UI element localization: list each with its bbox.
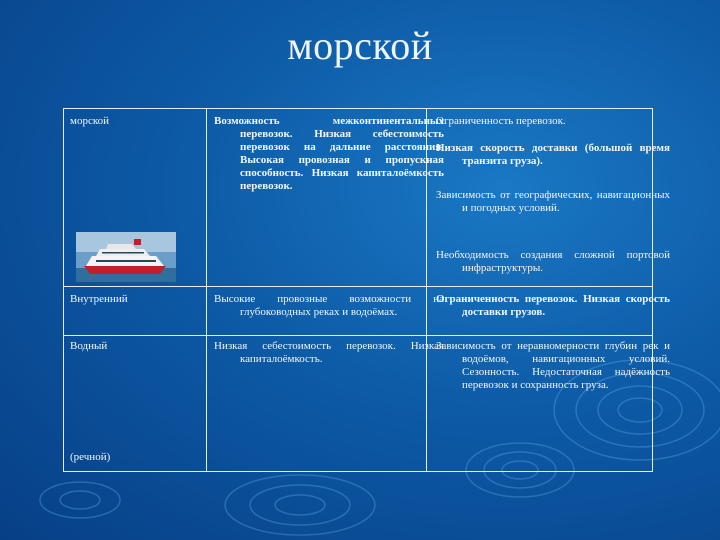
- slide-title: морской: [287, 23, 433, 68]
- row-divider: [64, 335, 652, 336]
- table-cell-limit: Низкая скорость доставки (большой время транзита груза).: [436, 142, 670, 167]
- table-cell-advantages: Возможность межконтинентальных перевозок. Низкая себестоимость перевозок на дальние расстояния. Высокая провозная и пропускная способность. Низкая капиталоёмкость перевозок.: [214, 115, 444, 192]
- table-cell-limit: Ограниченность перевозок. Низкая скорость доставки грузов.: [436, 293, 670, 318]
- table-cell-advantages: Высокие провозные возможности на глубоководных реках и водоёмах.: [214, 293, 444, 318]
- table-row-label: морской: [70, 115, 110, 127]
- table-row-label: Водный: [70, 340, 108, 352]
- row-divider: [64, 286, 652, 287]
- table-cell-limit: Зависимость от неравномерности глубин рек и водоёмов, навигационных условий. Сезонность. Недостаточная надёжность перевозок и сохранность груза.: [436, 340, 670, 391]
- table-cell-limit: Ограниченность перевозок.: [436, 115, 566, 127]
- table-cell-limit: Зависимость от географических, навигационных и погодных условий.: [436, 189, 670, 214]
- column-divider: [206, 109, 207, 471]
- cruise-ship-image: [76, 232, 176, 282]
- table-cell-advantages: Низкая себестоимость перевозок. Низкая капиталоёмкость.: [214, 340, 444, 365]
- transport-table: [63, 108, 670, 472]
- table-cell-limit: Необходимость создания сложной портовой инфраструктуры.: [436, 249, 670, 274]
- table-row-label: Внутренний: [70, 293, 128, 305]
- table-row-label-extra: (речной): [70, 451, 111, 463]
